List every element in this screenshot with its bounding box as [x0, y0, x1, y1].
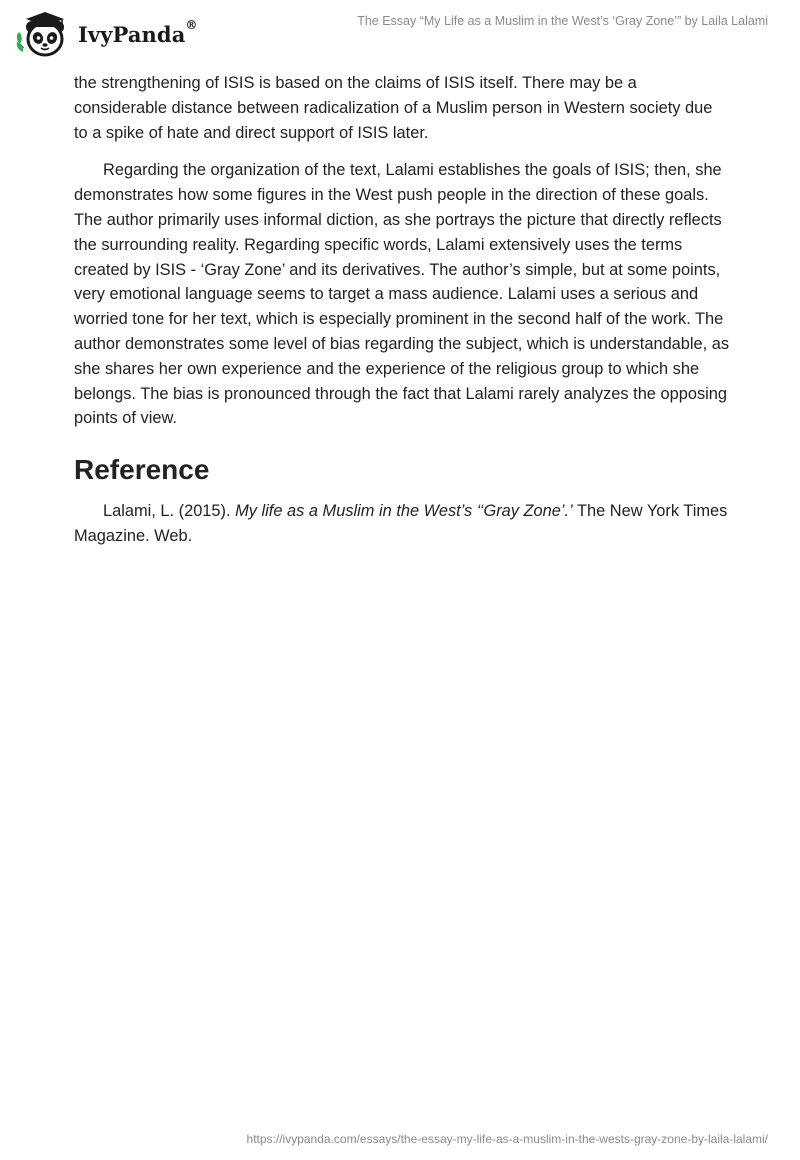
brand-name: IvyPanda® [78, 17, 198, 47]
page-header [0, 0, 800, 64]
reference-authors: Lalami, L. (2015). [103, 502, 236, 521]
reference-source: The New York Times Magazine. Web. [74, 502, 728, 545]
essay-body [74, 71, 730, 549]
reference-heading: Reference [74, 454, 210, 486]
paragraph-analysis: Regarding the organization of the text, Lalami establishes the goals of ISIS; then, she demonstrates how some figures in the West push people in the direction of these goals. The author primarily uses informal diction, as she portrays the picture that directly reflects the surrounding reality. Regarding specific words, Lalami extensively uses the terms created by ISIS - ‘Gray Zone’ and its derivatives. The author’s simple, but at some points, very emotional language seems to target a mass audience. Lalami uses a serious and worried tone for her text, which is especially prominent in the second half of the work. The author demonstrates some level of bias regarding the subject, which is understandable, as she shares her own experience and the experience of the religious group to which she belongs. The bias is pronounced through the fact that Lalami rarely analyzes the opposing points of view. [74, 161, 730, 428]
panda-logo-icon [14, 8, 76, 58]
ivypanda-logo[interactable] [14, 8, 198, 58]
document-title: The Essay “My Life as a Muslim in the West’s ‘Gray Zone’” by Laila Lalami [357, 14, 768, 28]
paragraph-continuation: the strengthening of ISIS is based on the claims of ISIS itself. There may be a considerable distance between radicalization of a Muslim person in Western society due to a spike of hate and direct support of ISIS later. [74, 74, 713, 142]
reference-title: My life as a Muslim in the West’s ‘‘Gray Zone’.’ [235, 502, 573, 521]
footer-url-link[interactable]: https://ivypanda.com/essays/the-essay-my-life-as-a-muslim-in-the-wests-gray-zone-by-laila-lalami/ [246, 1132, 768, 1146]
reference-entry [74, 499, 730, 549]
